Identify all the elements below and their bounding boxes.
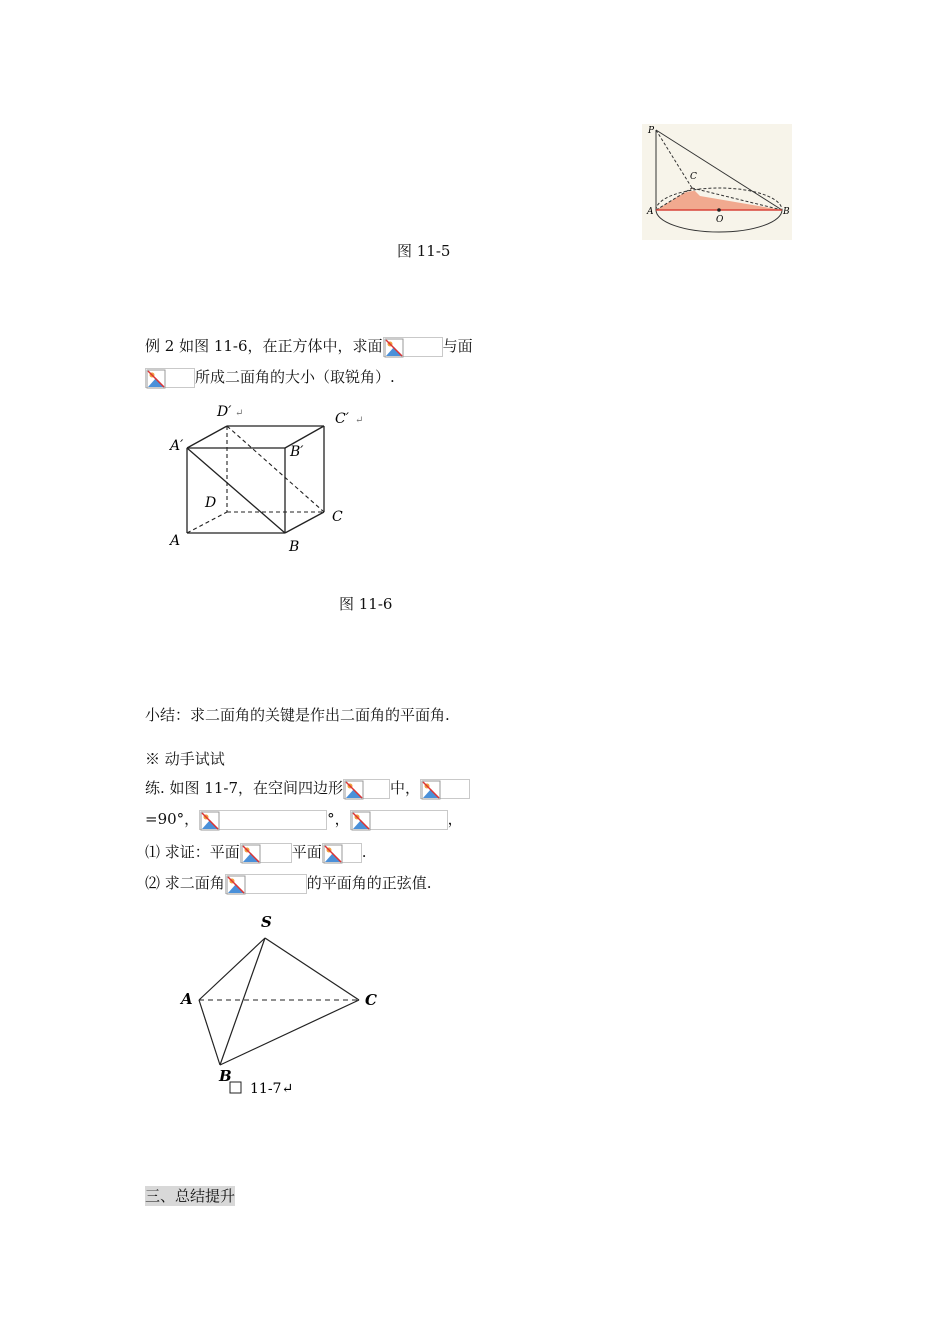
fig6-label-cp: C′ (335, 411, 349, 427)
broken-image-icon (420, 779, 470, 799)
practice-line2-b: °， (327, 810, 350, 828)
section-3-heading: 三、总结提升 (145, 1187, 236, 1205)
fig7-label-a: A (181, 990, 193, 1008)
practice-q1-c: . (361, 843, 367, 861)
practice-q1-a: ⑴ 求证：平面 (145, 843, 240, 861)
practice-q2-a: ⑵ 求二面角 (145, 874, 225, 892)
practice-line2 (145, 809, 463, 830)
practice-q2-b: 的平面角的正弦值. (306, 874, 432, 892)
example2-line2-suffix: 所成二面角的大小（取锐角）. (195, 368, 395, 386)
fig7-label-b: B (219, 1067, 232, 1085)
broken-image-icon (322, 843, 362, 863)
fig6-caption: 图 11-6 (339, 595, 393, 613)
fig6-label-ap: A′ (170, 438, 184, 454)
broken-image-icon (199, 810, 327, 830)
fig5-label-o: O (716, 215, 724, 225)
practice-line1-a: 练. 如图 11-7，在空间四边形 (145, 779, 344, 797)
practice-line1-b: 中， (390, 779, 421, 797)
practice-line1 (145, 778, 470, 799)
broken-image-icon (343, 779, 390, 799)
broken-image-icon (225, 874, 307, 894)
return-mark: ↵ (235, 408, 244, 419)
fig6-label-d: D (205, 495, 217, 511)
practice-line2-c: ， (447, 810, 463, 828)
practice-heading: ※ 动手试试 (145, 750, 225, 768)
example2-line2 (145, 367, 395, 388)
broken-image-icon (145, 368, 195, 388)
summary-text: 小结：求二面角的关键是作出二面角的平面角. (145, 706, 450, 724)
figure-11-5 (642, 124, 792, 240)
fig7-label-c: C (365, 991, 377, 1009)
figure-11-6 (165, 400, 380, 560)
fig5-label-b: B (783, 207, 790, 217)
fig7-caption: 11-7↵ (250, 1081, 294, 1097)
fig7-label-s: S (261, 913, 272, 931)
example2-line1-prefix: 例 2 如图 11-6，在正方体中，求面 (145, 337, 383, 355)
fig5-label-p: P (648, 126, 655, 136)
fig5-label-a: A (647, 207, 654, 217)
return-mark: ↵ (355, 415, 364, 426)
fig6-label-bp: B′ (290, 444, 304, 460)
broken-image-icon (350, 810, 448, 830)
practice-line2-a: =90°， (145, 810, 200, 828)
fig6-label-a: A (170, 533, 181, 549)
practice-question-1 (145, 842, 367, 863)
fig5-label-c: C (690, 172, 697, 182)
figure-11-7 (170, 905, 390, 1100)
fig6-label-b: B (289, 539, 300, 555)
practice-question-2 (145, 873, 432, 894)
fig5-caption: 图 11-5 (397, 242, 451, 260)
fig6-label-c: C (332, 509, 343, 525)
example2-line1 (145, 336, 473, 357)
fig6-label-dp: D′ (217, 404, 232, 420)
broken-image-icon (240, 843, 292, 863)
practice-q1-b: 平面 (291, 843, 322, 861)
broken-image-icon (383, 337, 443, 357)
example2-line1-suffix: 与面 (442, 337, 473, 355)
